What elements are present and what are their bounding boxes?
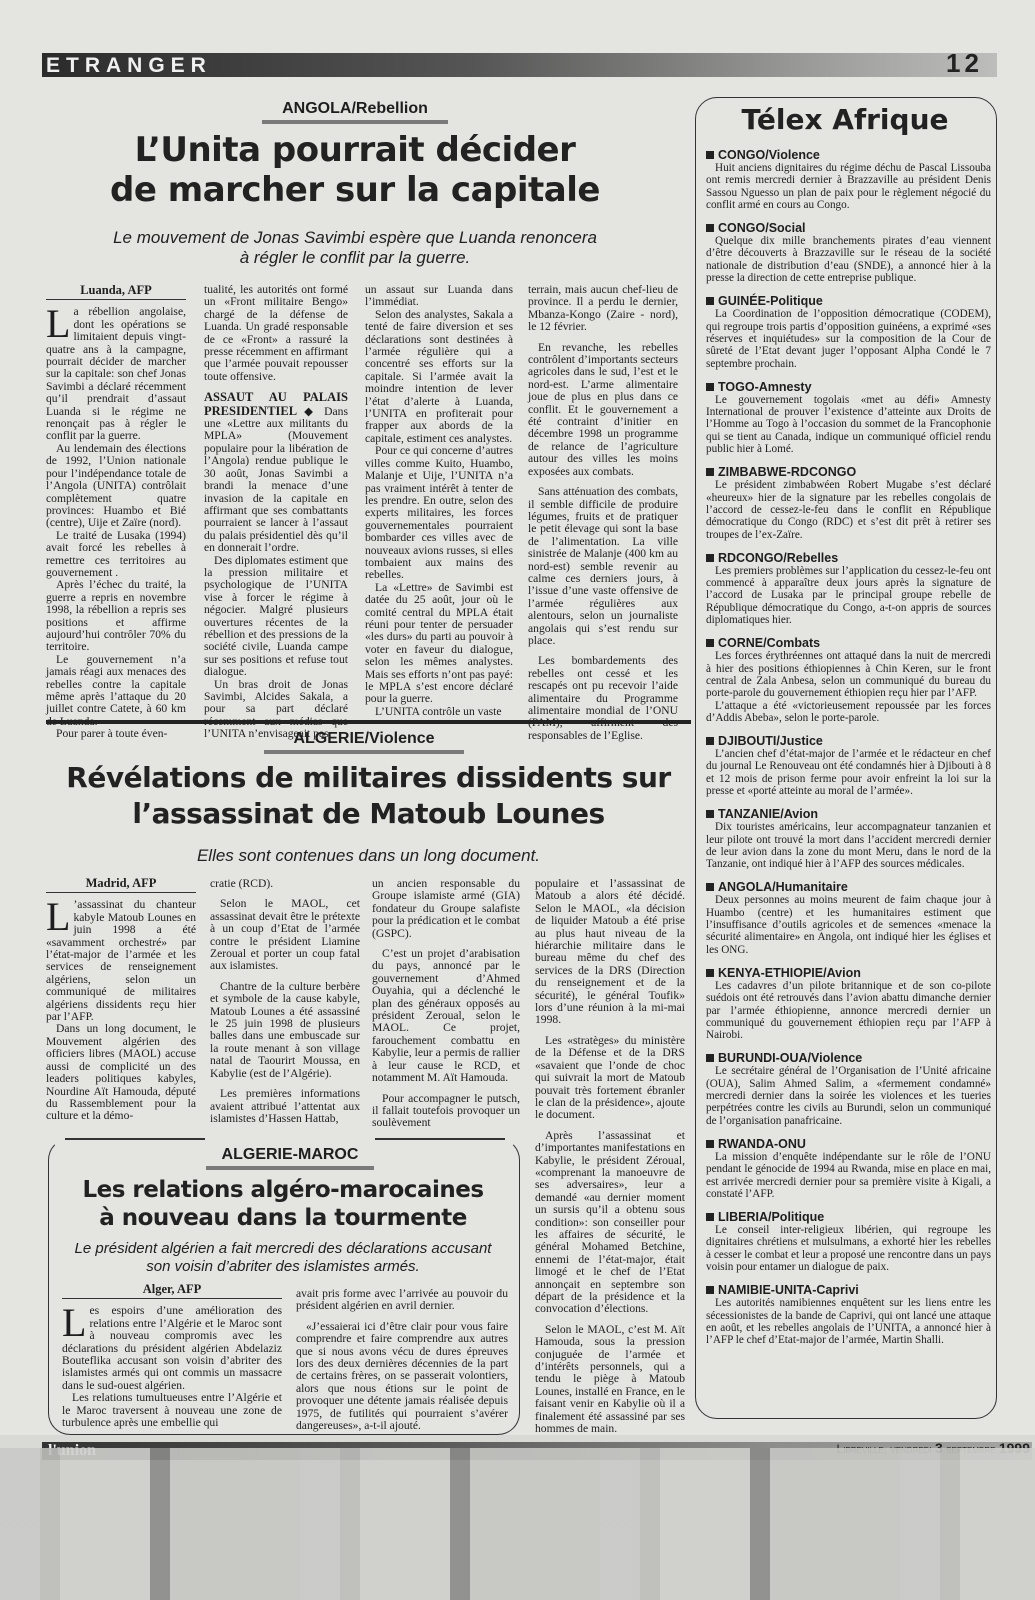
- telex-item-title: CONGO/Social: [718, 221, 806, 236]
- telex-item-body: Le président zimbabwéen Robert Mugabe s’est déclaré «heureux» hier de la signature par les rebelles congolais de l’accord de cessez-le-feu dans le conflit en République démocratique du Congo (RDC) et s’est dit prêt à retirer ses troupes de l’ex-Zaïre.: [706, 479, 991, 541]
- angola-column-4: [528, 284, 678, 742]
- telex-item-heading: [706, 551, 991, 565]
- maroc-deck-line-2: son voisin d’abriter des islamistes armés.: [146, 1258, 420, 1275]
- square-bullet-icon: [706, 1140, 714, 1148]
- square-bullet-icon: [706, 639, 714, 647]
- dropcap: L: [46, 301, 71, 347]
- telex-item: [706, 880, 991, 955]
- telex-item-heading: [706, 636, 991, 650]
- telex-item-heading: [706, 734, 991, 748]
- angola-subhead-paragraph: [204, 391, 348, 554]
- angola-deck-line-2: à régler le conflit par la guerre.: [239, 248, 471, 267]
- telex-item-body: Les autorités namibiennes enquêtent sur les liens entre les sécessionistes de la bande de Caprivi, qui ont lancé une attaque en août, et les rebelles angolais de l’UNITA, a annoncé hier à l’AFP le chef d’Etat-major de l’armée, Martin Shalli.: [706, 1297, 991, 1347]
- telex-item-heading: [706, 465, 991, 479]
- telex-item: [706, 636, 991, 724]
- telex-item-body: Huit anciens dignitaires du régime déchu de Pascal Lissouba ont remis mercredi dernier à Brazzaville au président Denis Sassou Nguesso un plan de paix pour le règlement négocié du conflit armé en cours au Congo.: [706, 162, 991, 211]
- angola-lead-paragraph: [46, 301, 186, 443]
- maroc-headline-line-2: à nouveau dans la tourmente: [99, 1205, 467, 1231]
- telex-item-heading: [706, 380, 991, 394]
- square-bullet-icon: [706, 1286, 714, 1294]
- maroc-deck-line-1: Le président algérien a fait mercredi des déclarations accusant: [74, 1240, 492, 1257]
- maroc-kicker-text: ALGERIE-MAROC: [221, 1146, 359, 1163]
- paragraph: L’UNITA contrôle un vaste: [375, 704, 502, 718]
- telex-item-title: BURUNDI-OUA/Violence: [718, 1051, 863, 1066]
- algerie-column-2: [210, 878, 360, 1125]
- square-bullet-icon: [706, 1213, 714, 1221]
- telex-item-body: Les premiers problèmes sur l’application du cessez-le-feu ont commencé à apparaître deux jours après la signature de l’accord de Lusaka par le principal groupe rebelle de République démocratique du Congo, a-t-on appris de sources diplomatiques hier.: [706, 564, 991, 627]
- telex-item-heading: [706, 1283, 991, 1297]
- paragraph: Après l’assassinat et d’importantes manifestations en Kabylie, le président Zéroual, «comprenant la manoeuvre de ses adversaires», leur a demandé «au dernier moment un sursis qu’il a obtenu sous condition»: son conseiller pour les affaires de sécurité, le général Mohamed Betchine, ennemi de l’état-major, était limogé et le chef de l’Etat annonçait en septembre son départ de la présidence et la convocation d’élections.: [535, 1128, 685, 1316]
- telex-item-heading: [706, 294, 991, 308]
- algerie-kicker-text: ALGERIE/Violence: [293, 730, 435, 747]
- paragraph: Pour accompagner le putsch, il fallait toutefois provoquer un soulèvement: [372, 1091, 520, 1130]
- paragraph: Les relations tumultueuses entre l’Algérie et le Maroc traversent à nouveau une zone de turbulence après une embellie qui: [62, 1391, 282, 1430]
- paragraph: un ancien responsable du Groupe islamiste armé (GIA) fondateur du Groupe salafiste pour la prédication et le combat (GSPC).: [372, 877, 520, 940]
- paragraph: Au lendemain des élections de 1992, l’Union nationale pour l’indépendance totale de l’Angola (UNITA) contrôlait complètement quatre provinces: Huambo et Bié (centre), Uije et Zaïre (nord).: [46, 441, 186, 530]
- maroc-headline: [52, 1176, 514, 1232]
- paragraph: C’est un projet d’arabisation du pays, annoncé par le gouvernement d’Ahmed Ouyahia, qui a déclenché le plan des généraux opposés au président Zeroual, selon le MAOL. Ce projet, farouchement combattu en Kabylie, leur a permis de rallier à leur cause le RCD, et notamment M. Aït Hamouda.: [372, 947, 520, 1085]
- telex-item-title: RWANDA-ONU: [718, 1136, 806, 1151]
- square-bullet-icon: [706, 297, 714, 305]
- angola-deck-line-1: Le mouvement de Jonas Savimbi espère que Luanda renoncera: [113, 228, 597, 247]
- paragraph-text: es espoirs d’une amélioration des relations entre l’Algérie et le Maroc sont à nouveau compromis avec les déclarations du président algérien Abdelaziz Bouteflika accusant son voisin d’abriter des islamistes armés qui ont commis un massacre dans le sud-ouest algérien.: [62, 1304, 282, 1392]
- angola-deck: [60, 228, 650, 268]
- telex-item-heading: [706, 880, 991, 894]
- angola-byline: Luanda, AFP: [46, 284, 186, 300]
- paragraph: Sans atténuation des combats, il semble difficile de produire légumes, fruits et de pratiquer le petit élevage qui sont la base de l’alimentation. La ville sinistrée de Malanje (400 km au nord-est) semble revenir au calme ces derniers jours, à l’issue d’une vaste offensive de l’armée régulières aux alentours, selon un journaliste angolais qui s’est rendu sur place.: [528, 485, 678, 647]
- kicker-underline: [262, 120, 448, 124]
- box-border: [375, 1138, 505, 1140]
- square-bullet-icon: [706, 810, 714, 818]
- angola-headline-line-1: L’Unita pourrait décider: [134, 130, 576, 170]
- telex-item: [706, 734, 991, 797]
- kicker-underline: [206, 1166, 374, 1170]
- telex-item-body: L’ancien chef d’état-major de l’armée et le rédacteur en chef du journal Le Renouveau ont été condamnés hier à Djibouti à 8 et 12 mois de prison ferme pour avoir enfreint la loi sur la presse et «porté atteinte au moral de l’armée».: [706, 748, 991, 797]
- paragraph: Chantre de la culture berbère et symbole de la cause kabyle, Matoub Lounes a été assassiné le 25 juin 1998 de plusieurs balles dans une embuscade sur la route menant à son village natal de Taourirt Moussa, en Kabylie (est de l’Algérie).: [210, 979, 360, 1080]
- telex-item-body: Les forces érythréennes ont attaqué dans la nuit de mercredi à hier des positions éthiopiennes à Chin Keren, sur le front central de Zala Anbesa, selon un communiqué du bureau du porte-parole du gouvernement éthiopien reçu hier par l’AFP.: [706, 650, 991, 700]
- paragraph: Le traité de Lusaka (1994) avait forcé les rebelles à remettre ces territoires au gouvernement .: [46, 528, 186, 579]
- angola-headline-line-2: de marcher sur la capitale: [110, 170, 600, 210]
- page-number: 12: [946, 48, 983, 78]
- telex-item-body: Dix touristes américains, leur accompagnateur tanzanien et leur pilote ont trouvé la mort dans l’accident mercredi dernier de leur avion dans la zone du mont Meru, dans le nord de la Tanzanie, ont indiqué hier à l’AFP des sources médicales.: [706, 821, 991, 871]
- kicker-underline: [264, 750, 464, 754]
- algerie-column-3: [372, 878, 520, 1130]
- angola-kicker: [262, 100, 448, 124]
- scan-background: [0, 1448, 1035, 1600]
- telex-item-body: L’attaque a été «victorieusement repoussée par les forces d’Addis Abeba», selon le porte-parole.: [706, 699, 991, 724]
- telex-item-heading: [706, 807, 991, 821]
- paragraph: cratie (RCD).: [210, 877, 274, 890]
- square-bullet-icon: [706, 383, 714, 391]
- telex-item: [706, 966, 991, 1041]
- angola-headline: [60, 130, 650, 210]
- telex-item-title: RDCONGO/Rebelles: [718, 550, 839, 565]
- algerie-deck: Elles sont contenues dans un long document.: [196, 846, 541, 865]
- paragraph: tualité, les autorités ont formé un «Front militaire Bengo» chargé de la défense de Luanda. Un gradé responsable de ce «Front» a rassuré la presse récemment en affirmant que l’armée pouvait repousser toute offensive.: [204, 283, 348, 383]
- telex-item-title: ANGOLA/Humanitaire: [718, 880, 848, 895]
- maroc-column-1: [62, 1283, 282, 1429]
- algerie-column-1: [46, 877, 196, 1123]
- paragraph-text: ’assassinat du chanteur kabyle Matoub Lounes en juin 1998 a été «savamment orchestré» par l’état-major de l’armée et les services de renseignement algériens, selon un communiqué de militaires algériens dissidents reçu hier par l’AFP.: [46, 898, 196, 1024]
- telex-list: [706, 148, 991, 1356]
- telex-item-heading: [706, 1137, 991, 1151]
- telex-item-body: Quelque dix mille branchements pirates d’eau viennent d’être découverts à Brazzaville sur le réseau de la société nationale de distribution d’eau (SNDE), a annoncé hier à la presse la direction de cette entreprise publique.: [706, 235, 991, 285]
- paragraph: Un bras droit de Jonas Savimbi, Alcides Sakala, a pour sa part déclaré l’UNITA n’envisageait pas: [204, 677, 348, 741]
- telex-item-heading: [706, 1210, 991, 1224]
- telex-item: [706, 465, 991, 540]
- paragraph: Le gouvernement n’a jamais réagi aux menaces des rebelles contre la capitale même après l’attaque du 20 juillet contre Catete, à 60 km: [46, 652, 186, 716]
- algerie-headline-line-1: Révélations de militaires dissidents sur: [66, 761, 671, 794]
- article-divider: [46, 720, 691, 724]
- paragraph-text: a rébellion angolaise, dont les opérations se limitaient depuis vingt-quatre ans à la campagne, pourrait décider de marcher sur la capitale: son chef Jonas Savimbi a déclaré récemment qu’il prendrait d’assaut Luanda si le régime ne renonçait pas à régler le conflit par la guerre.: [46, 305, 186, 443]
- dropcap: L: [46, 894, 71, 940]
- paragraph: Les «stratèges» du ministère de la Défense et de la DRS «savaient que l’onde de choc qui suivrait la mort de Matoub pouvait très fortement ébranler le clan de la présidence», ajoute le document.: [535, 1033, 685, 1122]
- angola-subhead: ASSAUT AU PALAIS PRESIDENTIEL: [204, 390, 348, 418]
- angola-column-1: [46, 284, 186, 741]
- maroc-byline: Alger, AFP: [62, 1283, 282, 1299]
- paragraph: Après l’échec du traité, la guerre a repris en novembre 1998, la rébellion a repris ses positions et affirme aujourd’hui contrôler 70% du territoire.: [46, 578, 186, 654]
- telex-item-body: Deux personnes au moins meurent de faim chaque jour à Huambo (centre) et les humanitaires estiment que l’insuffisance d’outils agricoles et de semences «menace la sécurité alimentaire» en Angola, ont indiqué hier les églises et les ONG.: [706, 894, 991, 956]
- maroc-column-2: [296, 1288, 508, 1432]
- paragraph: La «Lettre» de Savimbi est datée du 25 août, jour où le comité central du MPLA était réuni pour tenter de persuader «les durs» du parti au pouvoir à voter en faveur du dialogue, selon les mêmes analystes. Mais ses efforts n’ont pas payé: le MPLA s’est encore déclaré pour la guerre.: [365, 580, 513, 706]
- telex-item-body: Les cadavres d’un pilote britannique et de son co-pilote suédois ont été retrouvés dans l’avion abattu dimanche dernier par l’armée éthiopienne, annonce mercredi dernier un communiqué du gouvernement éthiopien reçu par l’AFP à Nairobi.: [706, 979, 991, 1042]
- telex-item: [706, 294, 991, 369]
- telex-item-heading: [706, 221, 991, 235]
- paragraph: Selon le MAOL, c’est M. Aït Hamouda, sous la pression conjuguée de l’armée et d’intérêts personnels, qui a tendu le piège à Matoub Lounes, installé en France, en le faisant venir en Kabylie où il a finalement été assassiné par ses hommes de main.: [535, 1322, 685, 1436]
- telex-item: [706, 148, 991, 211]
- algerie-headline-line-2: l’assassinat de Matoub Lounes: [132, 797, 605, 830]
- paragraph: Pour ce qui concerne d’autres villes comme Kuito, Huambo, Malanje et Uije, l’UNITA n’a pas vraiment intérêt à tenter de les prendre. En outre, selon des experts militaires, les forces gouvernementales pourraient bombarder ces villes avec de nouveaux avions russes, si elles tombaient aux mains des rebelles.: [365, 444, 513, 582]
- telex-item-title: ZIMBABWE-RDCONGO: [718, 465, 857, 480]
- angola-kicker-text: ANGOLA/Rebellion: [282, 100, 428, 117]
- diamond-bullet-icon: ◆: [304, 404, 318, 418]
- square-bullet-icon: [706, 554, 714, 562]
- telex-item-title: KENYA-ETHIOPIE/Avion: [718, 965, 861, 980]
- telex-item-body: Le gouvernement togolais «met au défi» Amnesty International de prouver l’existence d’atteinte aux Droits de l’Homme au Togo à l’occasion du sommet de la Francophonie qui se tient au Canada, indique un communiqué officiel rendu public hier à Lomé.: [706, 393, 991, 456]
- paragraph: «J’essaierai ici d’être clair pour vous faire comprendre et faire comprendre aux autres que si nous avons vécu de dures épreuves lors des deux dernières décennies de la part de certains frères, on se passerait volontiers, alors que nous étions sur le point de provoquer une détente jamais réalisée depuis 1975, de futilités qui pourraient s’avérer dangereuses», a-t-il ajouté.: [296, 1319, 508, 1433]
- paragraph: Les bombardements des rebelles ont cessé et les rescapés ont pu recevoir l’aide alimentaire du Programme alimentaire mondial de l’ONU responsables de l’Eglise.: [528, 654, 678, 742]
- square-bullet-icon: [706, 1054, 714, 1062]
- telex-item: [706, 551, 991, 626]
- algerie-kicker: [264, 730, 464, 754]
- telex-item-title: NAMIBIE-UNITA-Caprivi: [718, 1283, 859, 1298]
- telex-item-title: DJIBOUTI/Justice: [718, 734, 823, 749]
- paragraph-text: Dans une «Lettre aux militants du MPLA» (Mouvement populaire pour la libération de l’Angola) rendue publique le 30 août, Jonas Savimbi a brandi la menace d’une invasion de la capitale en affirmant que ses combattants pourraient se lancer à l’assaut du palais présidentiel dès qu’il en donnerait l’ordre.: [204, 404, 348, 555]
- telex-item: [706, 380, 991, 455]
- paragraph: Dans un long document, le Mouvement algérien des officiers libres (MAOL) accuse aussi de complicité un des leaders politiques kabyles, Nourdine Aït Hamouda, député du Rassemblement pour la culture et la démo-: [46, 1022, 196, 1123]
- dropcap: L: [62, 1300, 87, 1346]
- paragraph: Les premières informations avaient attribué l’attentat aux islamistes d’Hassen Hattab,: [210, 1087, 360, 1125]
- telex-item-title: LIBERIA/Politique: [718, 1210, 825, 1225]
- maroc-kicker: [206, 1146, 374, 1170]
- telex-item-title: GUINÉE-Politique: [718, 294, 823, 309]
- square-bullet-icon: [706, 224, 714, 232]
- telex-item-heading: [706, 1051, 991, 1065]
- telex-item-body: La mission d’enquête indépendante sur le rôle de l’ONU pendant le génocide de 1994 au Rwanda, mise en place en mai, est arrivée mercredi dernier pour sa première visite à Kigali, a constaté l’AFP.: [706, 1150, 991, 1200]
- square-bullet-icon: [706, 151, 714, 159]
- telex-item: [706, 221, 991, 284]
- paragraph: avait pris forme avec l’arrivée au pouvoir du président algérien en avril dernier.: [296, 1287, 508, 1313]
- paragraph: Selon des analystes, Sakala a tenté de faire diversion et ses déclarations sont destinées à l’armée régulière qui a concentré ses efforts sur la capitale. Si l’armée avait la moindre intention de lever l’état d’alerte à Luanda, l’UNITA en profiterait pour frapper aux abords de la capitale, estiment ces analystes.: [365, 307, 513, 445]
- telex-item-body: Le secrétaire général de l’Organisation de l’Unité africaine (OUA), Salim Ahmed Salim, a «fermement condamné» mercredi dernier dans la soirée les violences et les tueries perpétrées contre les civils au Burundi, selon un communiqué de l’organisation panafricaine.: [706, 1065, 991, 1127]
- telex-item-title: CONGO/Violence: [718, 148, 820, 162]
- algerie-byline: Madrid, AFP: [46, 877, 196, 893]
- paragraph: Selon le MAOL, cet assassinat devait être le prétexte à un coup d’Etat de l’armée contre le président Liamine Zeroual et porter un coup fatal aux islamistes.: [210, 897, 360, 973]
- telex-item-body: Le conseil inter-religieux libérien, qui regroupe les dignitaires chrétiens et mulsulmans, a exhorté hier les rebelles à cesser le combat et leur a proposé une rencontre dans un pays voisin pour entamer un dialogue de paix.: [706, 1224, 991, 1273]
- square-bullet-icon: [706, 737, 714, 745]
- paragraph: terrain, mais aucun chef-lieu de province. Il a perdu le dernier, Mbanza-Kongo (Zaire - nord), le 12 février.: [528, 283, 678, 334]
- telex-item-title: TANZANIE/Avion: [718, 807, 818, 822]
- maroc-headline-line-1: Les relations algéro-marocaines: [82, 1177, 484, 1203]
- paragraph: Des diplomates estiment que la pression militaire et psychologique de l’UNITA vise à forcer le régime à négocier. Malgré plusieurs ouvertures récentes de la rébellion et des pressions de la société civile, Luanda campe sur ses positions et refuse tout dialogue.: [204, 553, 348, 679]
- box-border: [65, 1138, 205, 1140]
- telex-title: Télex Afrique: [741, 103, 949, 136]
- algerie-column-4: [535, 878, 685, 1435]
- telex-item: [706, 1283, 991, 1346]
- square-bullet-icon: [706, 883, 714, 891]
- square-bullet-icon: [706, 468, 714, 476]
- telex-item: [706, 1210, 991, 1273]
- algerie-lead-paragraph: [46, 894, 196, 1024]
- paragraph: En revanche, les rebelles contrôlent d’importants secteurs agricoles dans le sud, l’est et le nord-est. L’arme alimentaire joue de plus en plus dans ce conflit. Et le gouvernement a été contraint d’initier en décembre 1998 un programme de relance de l’agriculture autour des villes les moins exposées aux combats.: [528, 340, 678, 478]
- telex-item-heading: [706, 966, 991, 980]
- paragraph: un assaut sur Luanda dans l’immédiat.: [365, 283, 513, 309]
- telex-item: [706, 1051, 991, 1126]
- telex-item-heading: [706, 148, 991, 162]
- telex-item-title: CORNE/Combats: [718, 636, 821, 651]
- maroc-lead-paragraph: [62, 1300, 282, 1392]
- paragraph: Pour parer à toute éven-: [56, 727, 168, 741]
- algerie-headline: [46, 760, 691, 832]
- section-label: ETRANGER: [46, 54, 212, 77]
- maroc-deck: [52, 1240, 514, 1276]
- angola-column-2: [204, 284, 348, 741]
- paragraph: populaire et l’assassinat de Matoub a alors été décidé. Selon le MAOL, «la décision de liquider Matoub a été prise au plus haut niveau de la hiérarchie militaire dans le bureau même du chef des services de la DRS (Direction du renseignement et de la sécurité), le général Toufik» lors d’une réunion à la mi-mai 1998.: [535, 877, 685, 1027]
- telex-item: [706, 1137, 991, 1200]
- telex-item-body: La Coordination de l’opposition démocratique (CODEM), qui regroupe trois partis d’opposition guinéens, a exprimé «ses réserves et inquiétudes» sur la composition de la Cour de sûreté de l’Etat devant juger l’opposant Alpha Condé le 7 septembre prochain.: [706, 308, 991, 370]
- telex-item: [706, 807, 991, 870]
- square-bullet-icon: [706, 969, 714, 977]
- telex-item-title: TOGO-Amnesty: [718, 379, 812, 394]
- angola-column-3: [365, 284, 513, 718]
